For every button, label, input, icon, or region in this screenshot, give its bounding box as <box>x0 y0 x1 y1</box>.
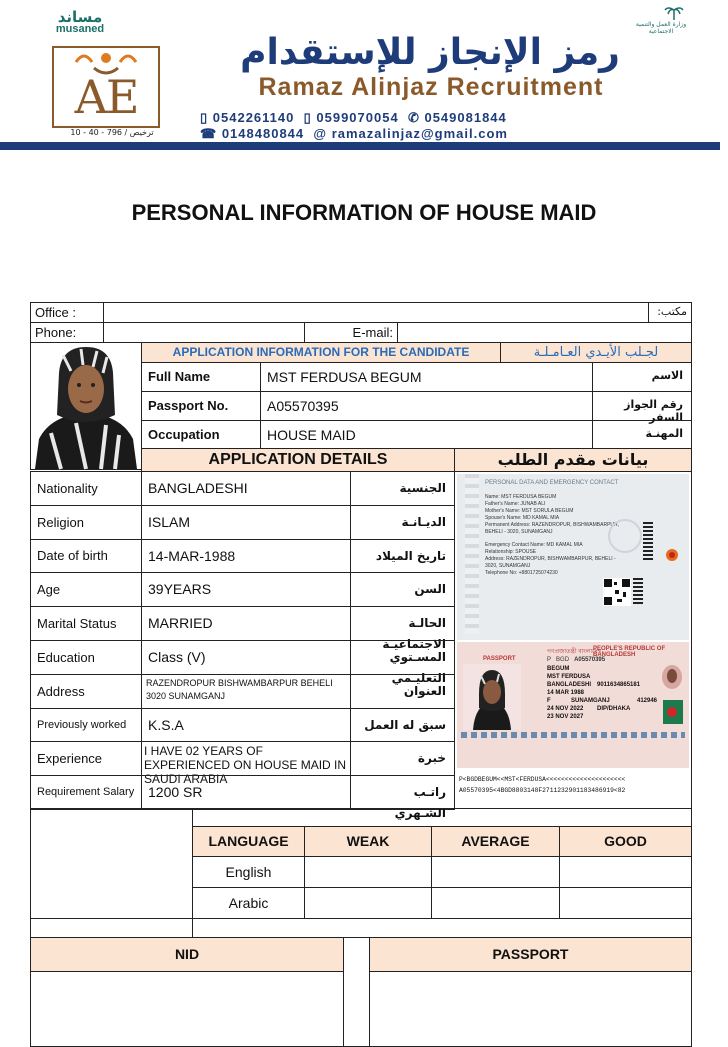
detail-label-cell <box>30 674 142 709</box>
header-banner <box>0 0 720 150</box>
license-text: ترخيص / 796 - 40 - 10 <box>70 128 154 137</box>
detail-label-cell <box>30 471 142 506</box>
passport-nationality: BANGLADESHI <box>547 682 592 688</box>
detail-row-value: MARRIED <box>148 615 213 631</box>
details-title: APPLICATION DETAILS <box>208 451 388 468</box>
detail-label-cell <box>30 775 142 810</box>
language-rating-cell[interactable] <box>559 856 692 888</box>
language-header-cell <box>304 826 432 857</box>
company-logo <box>52 46 160 128</box>
detail-label-ar-cell <box>350 741 455 776</box>
detail-value-cell <box>141 572 351 607</box>
application-title-ar-cell <box>500 342 692 363</box>
bangladesh-seal-icon <box>665 548 679 562</box>
detail-row-value: Class (V) <box>148 649 206 665</box>
app-value-cell <box>260 362 593 392</box>
company-name-en: Ramaz Alinjaz Recruitment <box>258 73 604 101</box>
app-label-ar-cell <box>592 362 692 392</box>
detail-value-cell <box>141 741 351 786</box>
detail-value-cell <box>141 775 351 810</box>
office-label-ar-cell <box>648 302 692 323</box>
passport-country: PEOPLE'S REPUBLIC OF BANGLADESH <box>593 646 666 658</box>
language-top-blank <box>192 808 692 827</box>
language-header: AVERAGE <box>461 833 530 849</box>
passport-personal-line: Name: MST FERDUSA BEGUM <box>485 494 557 500</box>
musaned-en: musaned <box>55 23 105 35</box>
passport-type-code <box>547 657 605 663</box>
emergency-title: PERSONAL DATA AND EMERGENCY CONTACT <box>485 480 619 486</box>
musaned-ar: مساند <box>57 8 103 26</box>
email-label-cell <box>304 322 398 343</box>
app-row-label-ar: الاسم <box>651 369 683 382</box>
passport-surname: BEGUM <box>547 666 570 672</box>
detail-row-value: ISLAM <box>148 514 191 530</box>
detail-label-cell <box>30 505 142 540</box>
passport-watermark-icon <box>607 518 643 554</box>
language-header-cell <box>559 826 692 857</box>
detail-row-label-ar: تاريخ الميلاد <box>375 549 446 563</box>
detail-row-label-ar: الديـانـة <box>401 515 446 529</box>
musaned-logo <box>40 8 120 35</box>
passport-personal-no: 9011634865181 <box>597 682 641 688</box>
detail-row-label: Education <box>37 650 95 665</box>
language-rating-cell[interactable] <box>304 887 432 919</box>
passport-issue: 24 NOV 2022 <box>547 706 584 712</box>
phone2: 0599070054 <box>316 110 399 125</box>
details-title-ar-cell <box>454 448 692 472</box>
detail-row-label-ar: خبرة <box>417 751 446 765</box>
mobile-icon: ▯ <box>303 110 312 125</box>
app-value-cell <box>260 420 593 450</box>
app-label-cell <box>141 362 261 392</box>
phone-row <box>200 110 670 126</box>
company-name-ar: رمز الإنجاز للإستقدام <box>240 32 620 73</box>
detail-label-ar-cell <box>350 674 455 709</box>
passport-code: BGD <box>556 657 570 663</box>
passport-personal-lines <box>485 494 625 577</box>
page-title: PERSONAL INFORMATION OF HOUSE MAID <box>131 200 597 225</box>
detail-row-label-ar: الحالـة الاجتماعيـة <box>382 616 446 651</box>
detail-label-ar-cell <box>350 572 455 607</box>
detail-row-label: Nationality <box>37 481 98 496</box>
language-header: WEAK <box>346 833 390 849</box>
passport-watermark-strip <box>465 474 479 634</box>
passport-birthplace: SUNAMGANJ <box>571 698 610 704</box>
language-rating-cell[interactable] <box>431 856 560 888</box>
app-label-ar-cell <box>592 391 692 424</box>
app-value-cell <box>260 391 593 421</box>
passport-ghost-photo-icon <box>661 664 683 690</box>
ministry-text: وزارة العمل والتنمية الاجتماعية <box>635 21 687 35</box>
detail-label-ar-cell <box>350 775 455 820</box>
passport-personal-line: Telephone No: +8801725074230 <box>485 570 558 576</box>
detail-row-label-ar: راتـب الشـهري <box>394 785 446 820</box>
passport-personal-line: Permanent Address: RAZENDROPUR, BISHWAMBARPUR, BEHELI - 3020, SUNAMGANJ <box>485 522 620 535</box>
detail-row-value: K.S.A <box>148 717 184 733</box>
language-rating-cell[interactable] <box>559 887 692 919</box>
app-row-label: Full Name <box>148 369 211 384</box>
office-label-cell <box>30 302 104 323</box>
detail-row-label: Marital Status <box>37 616 117 631</box>
detail-label-cell <box>30 606 142 641</box>
company-email: ramazalinjaz@gmail.com <box>331 126 508 141</box>
qr-code-icon <box>603 578 631 606</box>
detail-row-label: Previously worked <box>37 719 127 731</box>
detail-row-label: Experience <box>37 751 103 766</box>
logo-letters: AE <box>74 70 138 124</box>
documents-spacer <box>30 918 692 938</box>
app-label-cell <box>141 420 261 450</box>
office-label: Office : <box>35 305 76 320</box>
passport-dob: 14 MAR 1988 <box>547 690 585 696</box>
email-input[interactable] <box>397 322 692 343</box>
passport-scan <box>454 471 692 809</box>
detail-row-label-ar: الجنسية <box>399 481 446 495</box>
app-row-value: MST FERDUSA BEGUM <box>267 369 422 385</box>
passport-sex: F <box>547 698 551 704</box>
detail-row-value: 39YEARS <box>148 581 212 597</box>
phone-label-cell <box>30 322 104 343</box>
detail-row-label-ar: العنوان <box>403 684 446 698</box>
detail-row-value: 14-MAR-1988 <box>148 548 236 564</box>
detail-row-value: RAZENDROPUR BISHWAMBARPUR BEHELI 3020 SUNAMGANJ <box>146 678 333 701</box>
detail-row-label-ar: سبق له العمل <box>364 718 446 732</box>
language-name-cell <box>192 856 305 888</box>
mobile-icon: ▯ <box>200 110 209 125</box>
detail-label-ar-cell <box>350 640 455 685</box>
detail-label-ar-cell <box>350 539 455 573</box>
passport-header-cell <box>369 937 692 972</box>
detail-value-cell <box>141 539 351 573</box>
detail-row-label: Religion <box>37 515 84 530</box>
application-title-ar: لجـلب الأيـدي العـامـلـة <box>533 345 659 360</box>
detail-label-cell <box>30 572 142 607</box>
detail-row-label: Date of birth <box>37 548 108 563</box>
phone1: 0542261140 <box>212 110 295 125</box>
passport-header: PASSPORT <box>492 946 569 962</box>
email-label: E-mail: <box>352 325 393 340</box>
whatsapp: 0549081844 <box>424 110 507 125</box>
passport-barcode-strip <box>643 522 653 562</box>
passport-personal-line: Emergency Contact Name: MD KAMAL MIA <box>485 542 583 548</box>
passport-data-page <box>457 474 689 640</box>
language-header-cell <box>431 826 560 857</box>
language-rating-cell[interactable] <box>304 856 432 888</box>
detail-row-value: 1200 SR <box>148 784 203 800</box>
detail-label-ar-cell <box>350 606 455 651</box>
detail-label-ar-cell <box>350 471 455 506</box>
passport-upload-area[interactable] <box>369 971 692 1047</box>
office-input[interactable] <box>103 302 649 323</box>
landline: 0148480844 <box>221 126 305 141</box>
application-title: APPLICATION INFORMATION FOR THE CANDIDATE <box>172 345 470 359</box>
detail-row-label: Address <box>37 684 85 699</box>
passport-personal-line: Spouse's Name: MD KAMAL MIA <box>485 515 560 521</box>
passport-country-bn: গণপ্রজাতন্ত্রী বাংলাদেশ <box>547 649 602 655</box>
passport-expiry: 23 NOV 2027 <box>547 714 584 720</box>
passport-number: A05570395 <box>574 657 606 663</box>
app-label-ar-cell <box>592 420 692 450</box>
app-row-label-ar: المهنـة <box>645 427 683 440</box>
detail-value-cell <box>141 708 351 742</box>
contact-row <box>200 126 670 142</box>
nid-header: NID <box>174 946 200 962</box>
detail-value-cell <box>141 471 351 506</box>
header-divider <box>0 142 720 150</box>
detail-row-label: Age <box>37 582 61 597</box>
phone-label: Phone: <box>35 325 77 340</box>
mrz-line-1: P<BGDBEGUM<<MST<FERDUSA<<<<<<<<<<<<<<<<<<<<< <box>459 776 626 783</box>
detail-value-cell <box>141 640 351 675</box>
mrz-line-2: A05570395<4BGD8803148F2711232901183486919<82 <box>459 787 626 794</box>
passport-personal-line: Relationship: SPOUSE <box>485 549 537 555</box>
app-row-label: Passport No. <box>148 398 229 413</box>
detail-row-label: Requirement Salary <box>37 786 135 798</box>
detail-label-cell <box>30 539 142 573</box>
phone-input[interactable] <box>103 322 305 343</box>
passport-type: P <box>547 657 552 663</box>
app-row-label-ar: رقم الجواز السفر <box>624 398 683 424</box>
email-icon: @ <box>313 126 328 141</box>
detail-value-cell <box>141 674 351 709</box>
detail-row-value: BANGLADESHI <box>148 480 248 496</box>
detail-value-cell <box>141 606 351 641</box>
palm-emblem-icon <box>664 6 684 20</box>
language-header-cell <box>192 826 305 857</box>
passport-personal-line: Mother's Name: MST SORULA BEGUM <box>485 508 574 514</box>
whatsapp-icon: ✆ <box>407 110 420 125</box>
passport-given: MST FERDUSA <box>547 674 591 680</box>
passport-word: PASSPORT <box>483 656 516 662</box>
passport-personal-line: Address: RAZENDROPUR, BISHWAMBARPUR, BEHELI - 3020, SUNAMGANJ <box>485 556 616 569</box>
language-name: Arabic <box>228 895 269 911</box>
passport-photo-page <box>457 642 689 768</box>
language-name: English <box>225 864 272 880</box>
passport-mrz <box>459 774 691 796</box>
detail-row-label-ar: المسـتوي التعليـمي <box>389 650 446 685</box>
language-header: LANGUAGE <box>208 833 289 849</box>
app-row-label: Occupation <box>148 427 220 442</box>
language-rating-cell[interactable] <box>431 887 560 919</box>
detail-row-value: I HAVE 02 YEARS OF EXPERIENCED ON HOUSE MAID IN SAUDI ARABIA <box>144 744 347 786</box>
app-row-value: A05570395 <box>267 398 339 414</box>
language-header: GOOD <box>604 833 647 849</box>
app-row-value: HOUSE MAID <box>267 427 356 443</box>
detail-row-label-ar: السن <box>414 582 446 596</box>
detail-label-cell <box>30 708 142 742</box>
details-title-cell <box>141 448 455 472</box>
language-name-cell <box>192 887 305 919</box>
detail-label-cell <box>30 640 142 675</box>
passport-barcode-strip-2 <box>633 578 643 606</box>
candidate-photo <box>30 342 142 470</box>
passport-extra-no: 412946 <box>637 698 658 704</box>
telephone-icon: ☎ <box>200 126 218 141</box>
office-label-ar: مكتب: <box>657 305 687 318</box>
bangladesh-flag-icon <box>663 700 683 724</box>
documents-gap <box>343 937 370 1047</box>
passport-photo-icon <box>463 664 521 730</box>
app-label-cell <box>141 391 261 421</box>
details-title-ar: بيانات مقدم الطلب <box>497 450 649 469</box>
passport-authority: DIP/DHAKA <box>597 706 631 712</box>
detail-label-cell <box>30 741 142 776</box>
detail-label-ar-cell <box>350 505 455 540</box>
nid-header-cell <box>30 937 344 972</box>
passport-personal-line: Father's Name: JUNAB ALI <box>485 501 546 507</box>
candidate-photo-icon <box>31 343 141 469</box>
passport-security-strip <box>461 732 685 738</box>
detail-label-ar-cell <box>350 708 455 742</box>
detail-value-cell <box>141 505 351 540</box>
nid-upload-area[interactable] <box>30 971 344 1047</box>
application-title-cell <box>141 342 501 363</box>
